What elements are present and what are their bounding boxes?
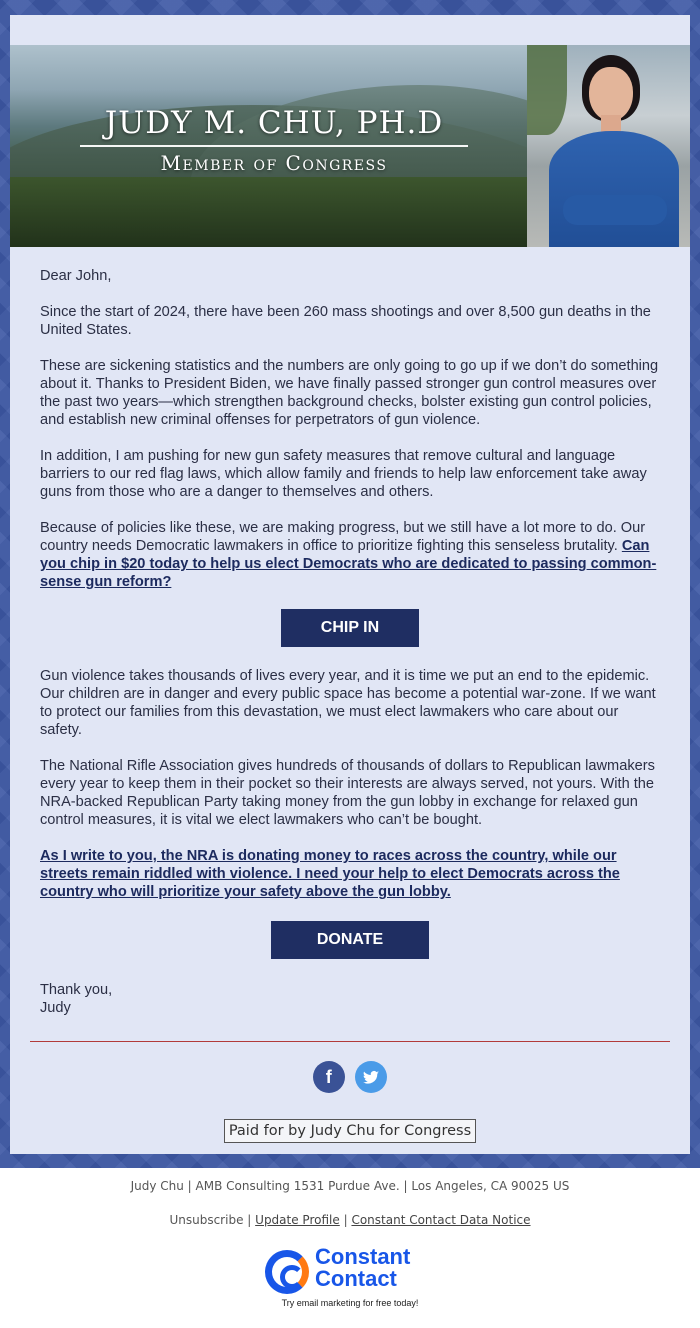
email-card [10, 15, 690, 1154]
constant-contact-logo[interactable] [265, 1246, 435, 1296]
paragraph-3: In addition, I am pushing for new gun safety measures that remove cultural and language barriers to our red flag laws, which allow family and friends to help law enforcement take away guns from those who are a danger to themselves and others. [40, 448, 647, 500]
salutation: Dear John, [40, 268, 112, 284]
chip-in-wrap [40, 591, 660, 667]
header-title-block [74, 103, 474, 175]
donate-wrap [40, 901, 660, 981]
footer [0, 1168, 700, 1308]
portrait-photo [527, 45, 690, 247]
unsubscribe-link[interactable]: Unsubscribe [169, 1213, 244, 1227]
paragraph-1: Since the start of 2024, there have been 260 mass shootings and over 8,500 gun deaths in the United States. [40, 304, 651, 338]
chip-in-text-link[interactable]: Can you chip in $20 today to help us elect Democrats who are dedicated to passing common-sense gun reform? [40, 538, 657, 590]
donate-button[interactable]: DONATE [271, 921, 429, 959]
footer-address: Judy Chu | AMB Consulting 1531 Purdue Ave. | Los Angeles, CA 90025 US [130, 1179, 570, 1193]
header-name: JUDY M. CHU, PH.D [104, 105, 444, 141]
closing: Thank you, [40, 982, 113, 998]
data-notice-link[interactable]: Constant Contact Data Notice [351, 1213, 531, 1227]
update-profile-link[interactable]: Update Profile [255, 1213, 340, 1227]
header-banner [10, 45, 690, 247]
letter-body [10, 267, 690, 1017]
header-rule [80, 145, 468, 147]
link-separator: | [247, 1213, 252, 1227]
constant-contact-tagline[interactable]: Try email marketing for free today! [281, 1298, 419, 1308]
top-strip [10, 15, 690, 45]
facebook-icon[interactable]: f [313, 1061, 345, 1093]
paid-for-wrap [10, 1119, 690, 1143]
paragraph-6: The National Rifle Association gives hundreds of thousands of dollars to Republican lawmakers every year to keep them in their pocket so their interests are always served, not yours. With the NRA-backed Republican Party taking money from the gun lobby in exchange for relaxed gun control measures, it is vital we elect lawmakers who can’t be bought. [40, 758, 655, 828]
signature: Judy [40, 1000, 71, 1016]
paragraph-7 [40, 847, 660, 901]
constant-contact-logo-icon [265, 1250, 309, 1294]
paid-for-disclaimer: Paid for by Judy Chu for Congress [224, 1119, 476, 1143]
paragraph-4-text: Because of policies like these, we are making progress, but we still have a lot more to do. Our country needs Democratic lawmakers in office to prioritize fighting this senseless brutality. [40, 520, 646, 554]
twitter-icon[interactable] [355, 1061, 387, 1093]
link-separator: | [343, 1213, 348, 1227]
header-subtitle: Member of Congress [160, 151, 388, 175]
paragraph-4 [40, 519, 660, 591]
footer-links [0, 1212, 700, 1228]
twitter-bird-icon [355, 1061, 387, 1093]
constant-contact-wordmark: Constant Contact [315, 1244, 411, 1291]
divider [30, 1041, 670, 1042]
donate-text-link[interactable]: As I write to you, the NRA is donating money to races across the country, while our streets remain riddled with violence. I need your help to elect Democrats across the country who will prioritize your safety above the gun lobby. [40, 848, 620, 900]
chip-in-button[interactable]: CHIP IN [281, 609, 419, 647]
social-links [10, 1061, 690, 1093]
paragraph-5: Gun violence takes thousands of lives every year, and it is time we put an end to the epidemic. Our children are in danger and every public space has become a potential war-zone. If we want to protect our families from this devastation, we must elect lawmakers who care about our safety. [40, 668, 656, 738]
forest-foreground [10, 177, 570, 247]
paragraph-2: These are sickening statistics and the numbers are only going to go up if we don’t do something about it. Thanks to President Biden, we have finally passed stronger gun control measures over the past two years—which strengthen background checks, bolster existing gun control policies, and establish new criminal offenses for perpetrators of gun violence. [40, 358, 659, 428]
